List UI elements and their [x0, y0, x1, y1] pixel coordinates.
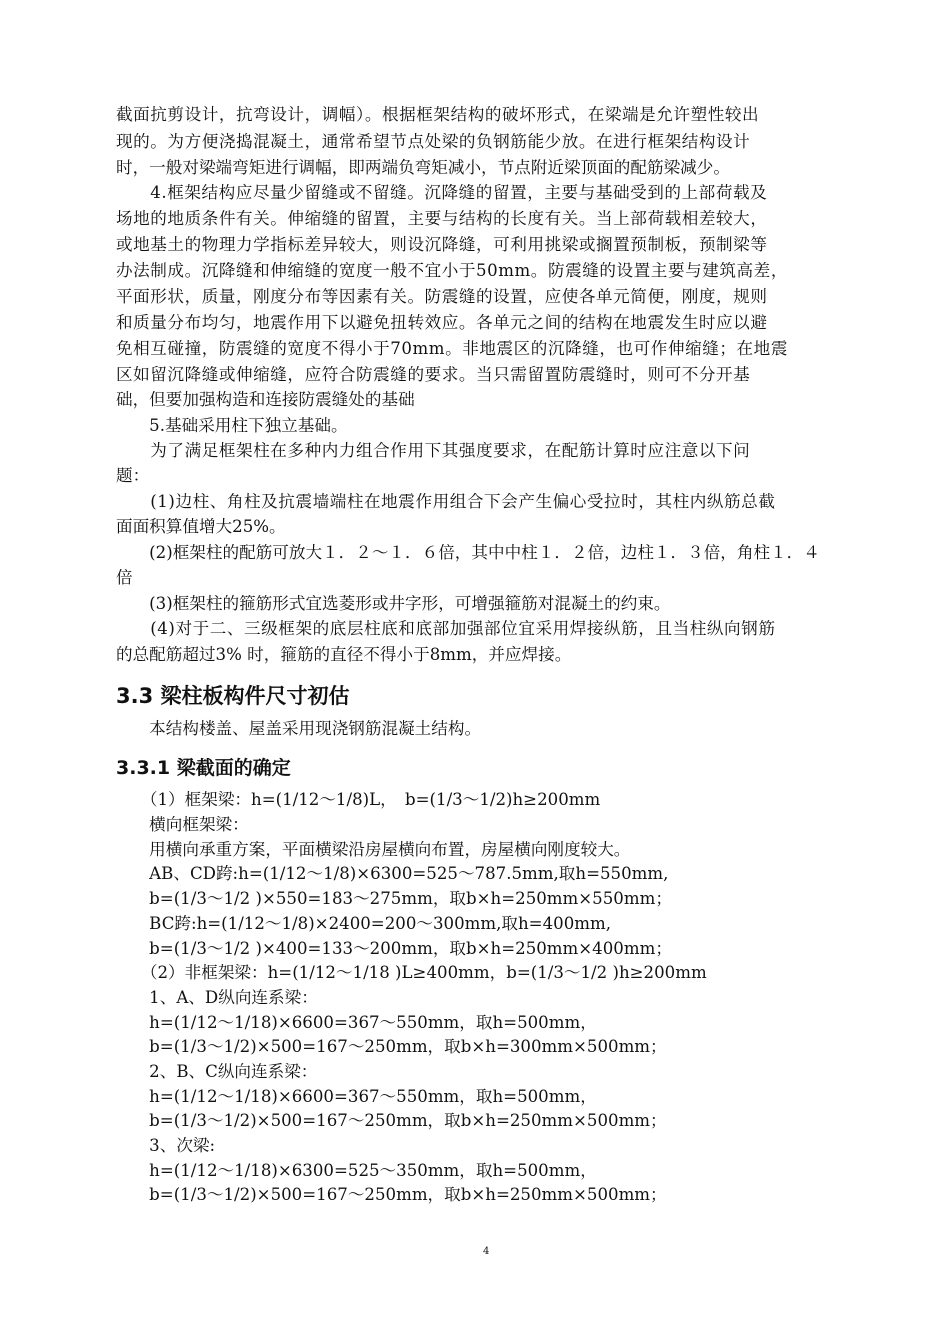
- formula-line: 横向框架梁：: [116, 815, 249, 834]
- page-number: 4: [483, 1246, 490, 1257]
- paragraph-line: 截面抗剪设计，抗弯设计，调幅）。根据框架结构的破坏形式，在梁端是允许塑性较出: [116, 105, 760, 124]
- paragraph-line: 4.框架结构应尽量少留缝或不留缝。沉降缝的留置，主要与基础受到的上部荷载及: [116, 183, 768, 202]
- formula-line: b=(1/3～1/2)×500=167～250mm，取b×h=250mm×500mm；: [116, 1111, 667, 1130]
- formula-line: b=(1/3～1/2 )×550=183～275mm，取b×h=250mm×550mm；: [116, 889, 672, 908]
- paragraph-line: 时，一般对梁端弯矩进行调幅，即两端负弯矩减小，节点附近梁顶面的配筋梁减少。: [116, 158, 730, 177]
- formula-line: BC跨:h=(1/12～1/8)×2400=200～300mm,取h=400mm,: [116, 914, 611, 933]
- formula-line: h=(1/12～1/18)×6600=367～550mm，取h=500mm，: [116, 1087, 597, 1106]
- formula-line: 2、B、C纵向连系梁：: [116, 1062, 318, 1081]
- paragraph-line: (2)框架柱的配筋可放大１．２～１．６倍，其中中柱１．２倍，边柱１．３倍，角柱１．４: [116, 543, 820, 562]
- paragraph-line: (4)对于二、三级框架的底层柱底和底部加强部位宜采用焊接纵筋，且当柱纵向钢筋: [116, 619, 776, 638]
- formula-line: h=(1/12～1/18)×6600=367～550mm，取h=500mm，: [116, 1013, 597, 1032]
- section-heading: 3.3 梁柱板构件尺寸初估: [116, 684, 350, 708]
- paragraph-line: 免相互碰撞，防震缝的宽度不得小于70mm。非地震区的沉降缝，也可作伸缩缝；在地震: [116, 339, 788, 358]
- paragraph-line: 平面形状，质量，刚度分布等因素有关。防震缝的设置，应使各单元简便，刚度，规则: [116, 287, 768, 306]
- paragraph-line: 和质量分布均匀，地震作用下以避免扭转效应。各单元之间的结构在地震发生时应以避: [116, 313, 768, 332]
- paragraph-line: 5.基础采用柱下独立基础。: [116, 416, 348, 435]
- section-intro: 本结构楼盖、屋盖采用现浇钢筋混凝土结构。: [116, 719, 482, 738]
- paragraph-line: 的总配筋超过3% 时，箍筋的直径不得小于8mm，并应焊接。: [116, 645, 572, 664]
- paragraph-line: 础，但要加强构造和连接防震缝处的基础: [116, 390, 415, 409]
- paragraph-line: (3)框架柱的箍筋形式宜选菱形或井字形，可增强箍筋对混凝土的约束。: [116, 594, 671, 613]
- formula-line: b=(1/3～1/2)×500=167～250mm，取b×h=250mm×500mm；: [116, 1185, 667, 1204]
- formula-line: AB、CD跨:h=(1/12～1/8)×6300=525～787.5mm,取h=550mm,: [116, 864, 669, 883]
- formula-line: h=(1/12～1/18)×6300=525～350mm，取h=500mm，: [116, 1161, 597, 1180]
- formula-line: b=(1/3～1/2 )×400=133～200mm，取b×h=250mm×400mm；: [116, 939, 672, 958]
- paragraph-line: 题：: [116, 466, 150, 485]
- paragraph-line: (1)边柱、角柱及抗震墙端柱在地震作用组合下会产生偏心受拉时，其柱内纵筋总截: [116, 492, 776, 511]
- paragraph-line: 倍: [116, 568, 133, 587]
- paragraph-line: 办法制成。沉降缝和伸缩缝的宽度一般不宜小于50mm。防震缝的设置主要与建筑高差，: [116, 261, 788, 280]
- paragraph-line: 为了满足框架柱在多种内力组合作用下其强度要求，在配筋计算时应注意以下问: [116, 441, 751, 460]
- paragraph-line: 现的。为方便浇捣混凝土，通常希望节点处梁的负钢筋能少放。在进行框架结构设计: [116, 132, 751, 151]
- formula-line: 用横向承重方案，平面横梁沿房屋横向布置，房屋横向刚度较大。: [116, 840, 631, 859]
- formula-line: b=(1/3～1/2)×500=167～250mm，取b×h=300mm×500mm；: [116, 1037, 667, 1056]
- paragraph-line: 或地基土的物理力学指标差异较大，则设沉降缝，可利用挑梁或搁置预制板，预制梁等: [116, 235, 768, 254]
- paragraph-line: 面面积算值增大25%。: [116, 517, 286, 536]
- formula-line: （2）非框架梁：h=(1/12～1/18 )L≥400mm，b=(1/3～1/2 )h≥200mm: [116, 963, 707, 982]
- formula-line: 3、次梁:: [116, 1136, 216, 1155]
- formula-line: （1）框架梁：h=(1/12～1/8)L， b=(1/3～1/2)h≥200mm: [116, 790, 601, 809]
- formula-line: 1、A、D纵向连系梁：: [116, 988, 318, 1007]
- paragraph-line: 场地的地质条件有关。伸缩缝的留置，主要与结构的长度有关。当上部荷载相差较大，: [116, 209, 768, 228]
- subsection-heading: 3.3.1 梁截面的确定: [116, 757, 291, 779]
- paragraph-line: 区如留沉降缝或伸缩缝，应符合防震缝的要求。当只需留置防震缝时，则可不分开基: [116, 365, 751, 384]
